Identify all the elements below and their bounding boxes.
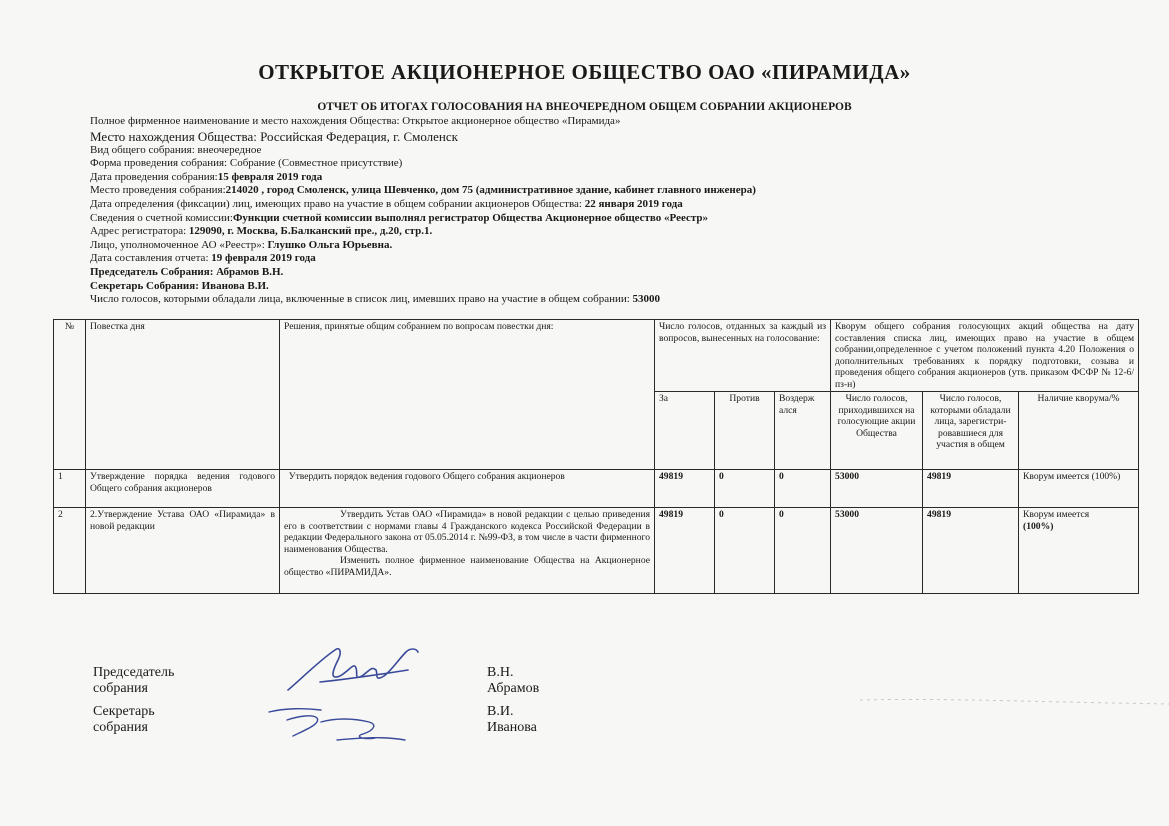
chairman-name: В.Н. Абрамов	[487, 665, 540, 696]
info-value: внеочередное	[197, 143, 262, 156]
info-secretary	[90, 280, 1150, 294]
cell-decision	[280, 508, 655, 594]
info-chairman	[90, 266, 1150, 280]
info-commission	[90, 212, 1150, 226]
info-value: 53000	[632, 293, 661, 306]
info-meeting-type	[90, 144, 1150, 158]
table-header-row	[54, 320, 1139, 392]
info-label: Вид общего собрания:	[90, 143, 198, 156]
info-value: 19 февраля 2019 года	[211, 252, 316, 265]
decision-text: Утвердить Устав ОАО «Пирамида» в новой редакции с целью приведения его в соответствии с нормами главы 4 Гражданского кодекса Российской Федерации в редакции Федерального закона от 05.05.2014 г. №99-ФЗ, в том числе в части фирменного наименования Общества.	[284, 509, 650, 555]
header-quorum: Кворум общего собрания голосующих акций общества на дату составления списка лиц, имеющих право на участие в общем собрании,определенное с учетом положений пункта 4.20 Положения о дополнительных требованиях к порядку подготовки, созыва и проведения общего собрания акционеров (утв. приказом ФСФР № 12-6/пз-н)	[831, 320, 1139, 392]
info-location	[90, 129, 1150, 144]
signature-stroke	[288, 649, 418, 690]
info-label: Место нахождения Общества:	[90, 128, 261, 144]
cell-votes-registered: 49819	[923, 508, 1019, 594]
cell-abstained: 0	[775, 470, 831, 508]
cell-decision	[280, 470, 655, 508]
info-value: Открытое акционерное общество «Пирамида»	[402, 115, 621, 127]
info-value: 214020 , город Смоленск, улица Шевченко, дом 75 (административное здание, кабинет главного инженера)	[225, 184, 756, 197]
info-value: 22 января 2019 года	[584, 197, 683, 210]
info-meeting-place	[90, 184, 1150, 198]
decision-text: Изменить полное фирменное наименование Общества на Акционерное общество «ПИРАМИДА».	[284, 555, 650, 578]
header-for: За	[655, 392, 715, 470]
cell-quorum	[1019, 508, 1139, 594]
header-votes: Число голосов, отданных за каждый из вопросов, вынесенных на голосование:	[655, 320, 831, 392]
header-abstained: Воздерж ался	[775, 392, 831, 470]
cell-quorum: Кворум имеется (100%)	[1019, 470, 1139, 508]
header-votes-registered: Число голосов, которыми обладали лица, зарегистри-ровавшиеся для участия в общем	[923, 392, 1019, 470]
cell-for: 49819	[655, 470, 715, 508]
info-value: 15 февраля 2019 года	[217, 170, 323, 183]
secretary-signature	[265, 700, 415, 750]
info-label: Место проведения собрания:	[90, 184, 226, 197]
info-report-date	[90, 252, 1150, 266]
info-label: Дата определения (фиксации) лиц, имеющих право на участие в общем собрании акционеров Общества:	[90, 197, 585, 210]
info-label: Число голосов, которыми обладали лица, включенные в список лиц, имевших право на участие в общем собрании:	[90, 293, 633, 306]
decision-text: Утвердить порядок ведения годового Общего собрания акционеров	[288, 471, 565, 482]
cell-num: 1	[54, 470, 86, 508]
info-label: Лицо, уполномоченное АО «Реестр»:	[90, 238, 268, 251]
info-full-name	[90, 115, 1150, 129]
cell-votes-present: 53000	[831, 508, 923, 594]
info-value: Российская Федерация, г. Смоленск	[260, 128, 458, 144]
info-value: Председатель Собрания: Абрамов В.Н.	[90, 265, 284, 278]
info-label: Адрес регистратора:	[90, 225, 189, 238]
info-label: Сведения о счетной комиссии:	[90, 211, 233, 224]
cell-against: 0	[715, 508, 775, 594]
meeting-info	[90, 115, 1150, 307]
info-votes-total	[90, 293, 1150, 307]
cell-for: 49819	[655, 508, 715, 594]
chairman-signature	[280, 640, 430, 700]
cell-num: 2	[54, 508, 86, 594]
header-num: №	[54, 320, 86, 470]
info-meeting-form	[90, 157, 1150, 171]
header-quorum-presence: Наличие кворума/%	[1019, 392, 1139, 470]
table-row	[54, 508, 1139, 594]
cell-agenda: Утверждение порядка ведения годового Общего собрания акционеров	[86, 470, 280, 508]
info-label: Полное фирменное наименование и место нахождения Общества:	[90, 115, 403, 127]
chairman-label: Председатель собрания	[93, 665, 175, 696]
header-votes-present: Число голосов, приходившихся на голосующие акции Общества	[831, 392, 923, 470]
header-decisions: Решения, принятые общим собранием по вопросам повестки дня:	[280, 320, 655, 470]
info-value: Собрание (Совместное присутствие)	[229, 157, 403, 170]
info-value: Глушко Ольга Юрьевна.	[267, 238, 393, 251]
cell-against: 0	[715, 470, 775, 508]
header-against: Против	[715, 392, 775, 470]
voting-results-table	[53, 319, 1139, 594]
signature-stroke	[269, 709, 405, 740]
cell-votes-present: 53000	[831, 470, 923, 508]
scan-artifact	[860, 660, 1169, 720]
secretary-label: Секретарь собрания	[93, 704, 155, 735]
info-authorized-person	[90, 239, 1150, 253]
info-registrar-address	[90, 225, 1150, 239]
cell-agenda: 2.Утверждение Устава ОАО «Пирамида» в новой редакции	[86, 508, 280, 594]
header-agenda: Повестка дня	[86, 320, 280, 470]
secretary-name: В.И. Иванова	[487, 704, 537, 735]
table-row	[54, 470, 1139, 508]
cell-votes-registered: 49819	[923, 470, 1019, 508]
quorum-text: Кворум имеется	[1023, 509, 1090, 520]
info-value: Функции счетной комиссии выполнял регистратор Общества Акционерное общество «Реестр»	[232, 211, 709, 224]
info-label: Дата составления отчета:	[90, 252, 212, 265]
info-value: Секретарь Собрания: Иванова В.И.	[90, 279, 269, 292]
quorum-percent: (100%)	[1023, 520, 1054, 532]
info-label: Форма проведения собрания:	[90, 157, 230, 170]
info-label: Дата проведения собрания:	[90, 170, 218, 183]
info-record-date	[90, 198, 1150, 212]
cell-abstained: 0	[775, 508, 831, 594]
info-meeting-date	[90, 171, 1150, 185]
company-title: ОТКРЫТОЕ АКЦИОНЕРНОЕ ОБЩЕСТВО ОАО «ПИРАМИДА»	[258, 60, 911, 84]
report-title: ОТЧЕТ ОБ ИТОГАХ ГОЛОСОВАНИЯ НА ВНЕОЧЕРЕДНОМ ОБЩЕМ СОБРАНИИ АКЦИОНЕРОВ	[317, 101, 852, 113]
info-value: 129090, г. Москва, Б.Балканский пре., д.20, стр.1.	[188, 225, 433, 238]
